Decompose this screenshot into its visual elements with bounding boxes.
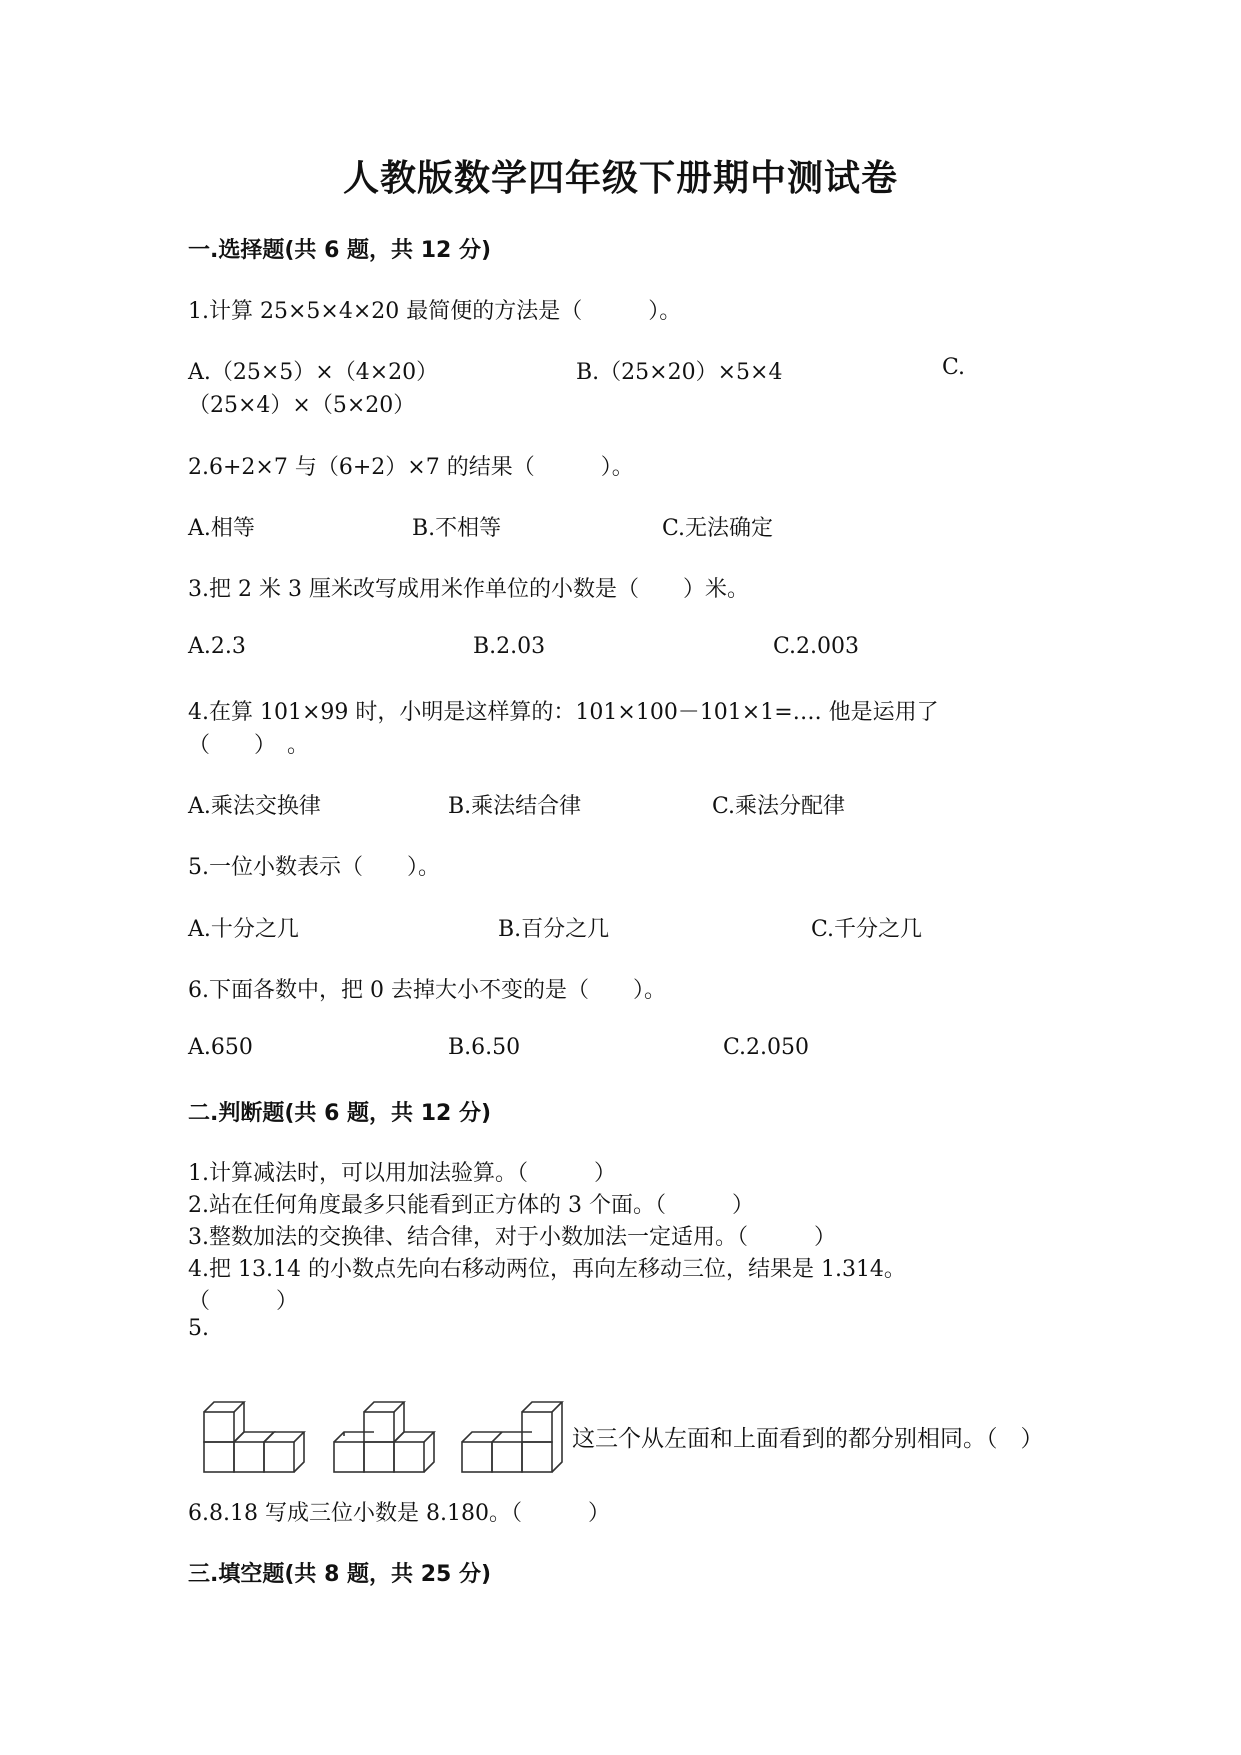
choice-q1-stem: 1.计算 25×5×4×20 最简便的方法是（ ）。 bbox=[188, 299, 682, 324]
choice-q1-option-b: B.（25×20）×5×4 bbox=[576, 360, 783, 385]
section-heading-fill: 三.填空题(共 8 题，共 25 分) bbox=[188, 1562, 492, 1587]
page-title: 人教版数学四年级下册期中测试卷 bbox=[342, 158, 898, 199]
choice-q6-stem: 6.下面各数中，把 0 去掉大小不变的是（ ）。 bbox=[188, 978, 666, 1003]
cube-figure-3 bbox=[462, 1402, 562, 1472]
judge-q2: 2.站在任何角度最多只能看到正方体的 3 个面。（ ） bbox=[188, 1193, 754, 1218]
choice-q4-stem: 4.在算 101×99 时，小明是这样算的：101×100－101×1=…. 他是运用了 bbox=[188, 700, 939, 725]
choice-q5-option-c: C.千分之几 bbox=[811, 917, 923, 942]
judge-q1: 1.计算减法时，可以用加法验算。（ ） bbox=[188, 1161, 616, 1186]
judge-q6: 6.8.18 写成三位小数是 8.180。（ ） bbox=[188, 1501, 610, 1526]
choice-q6-option-c: C.2.050 bbox=[723, 1035, 810, 1060]
choice-q5-option-b: B.百分之几 bbox=[498, 917, 610, 942]
choice-q4-option-b: B.乘法结合律 bbox=[448, 794, 582, 819]
choice-q3-option-b: B.2.03 bbox=[473, 634, 546, 659]
section-heading-choice: 一.选择题(共 6 题，共 12 分) bbox=[188, 238, 492, 263]
cube-figures bbox=[200, 1394, 570, 1474]
choice-q4-stem-continued: （ ） 。 bbox=[188, 733, 310, 758]
judge-q3: 3.整数加法的交换律、结合律，对于小数加法一定适用。（ ） bbox=[188, 1225, 836, 1250]
choice-q1-option-c-content: （25×4）×（5×20） bbox=[188, 393, 416, 418]
choice-q3-option-c: C.2.003 bbox=[773, 634, 860, 659]
judge-q5-caption: 这三个从左面和上面看到的都分别相同。（ ） bbox=[572, 1426, 1044, 1452]
choice-q3-option-a: A.2.3 bbox=[188, 634, 246, 659]
cube-figure-1 bbox=[204, 1402, 304, 1472]
judge-q4: 4.把 13.14 的小数点先向右移动两位，再向左移动三位，结果是 1.314。 bbox=[188, 1257, 906, 1282]
judge-q5: 5. bbox=[188, 1316, 209, 1341]
choice-q4-option-a: A.乘法交换律 bbox=[188, 794, 321, 819]
choice-q5-option-a: A.十分之几 bbox=[188, 917, 299, 942]
choice-q5-stem: 5.一位小数表示（ ）。 bbox=[188, 855, 440, 880]
choice-q1-option-c: C. bbox=[942, 355, 966, 380]
choice-q1-option-a: A.（25×5）×（4×20） bbox=[188, 360, 439, 385]
choice-q2-option-a: A.相等 bbox=[188, 516, 255, 541]
choice-q3-stem: 3.把 2 米 3 厘米改写成用米作单位的小数是（ ）米。 bbox=[188, 577, 749, 602]
cube-figure-2 bbox=[334, 1402, 434, 1472]
choice-q2-option-b: B.不相等 bbox=[412, 516, 502, 541]
choice-q6-option-b: B.6.50 bbox=[448, 1035, 521, 1060]
choice-q2-option-c: C.无法确定 bbox=[662, 516, 774, 541]
choice-q2-stem: 2.6+2×7 与（6+2）×7 的结果（ ）。 bbox=[188, 455, 634, 480]
choice-q6-option-a: A.650 bbox=[188, 1035, 253, 1060]
judge-q4-continued: （ ） bbox=[188, 1289, 299, 1314]
choice-q4-option-c: C.乘法分配律 bbox=[712, 794, 846, 819]
section-heading-judge: 二.判断题(共 6 题，共 12 分) bbox=[188, 1101, 492, 1126]
